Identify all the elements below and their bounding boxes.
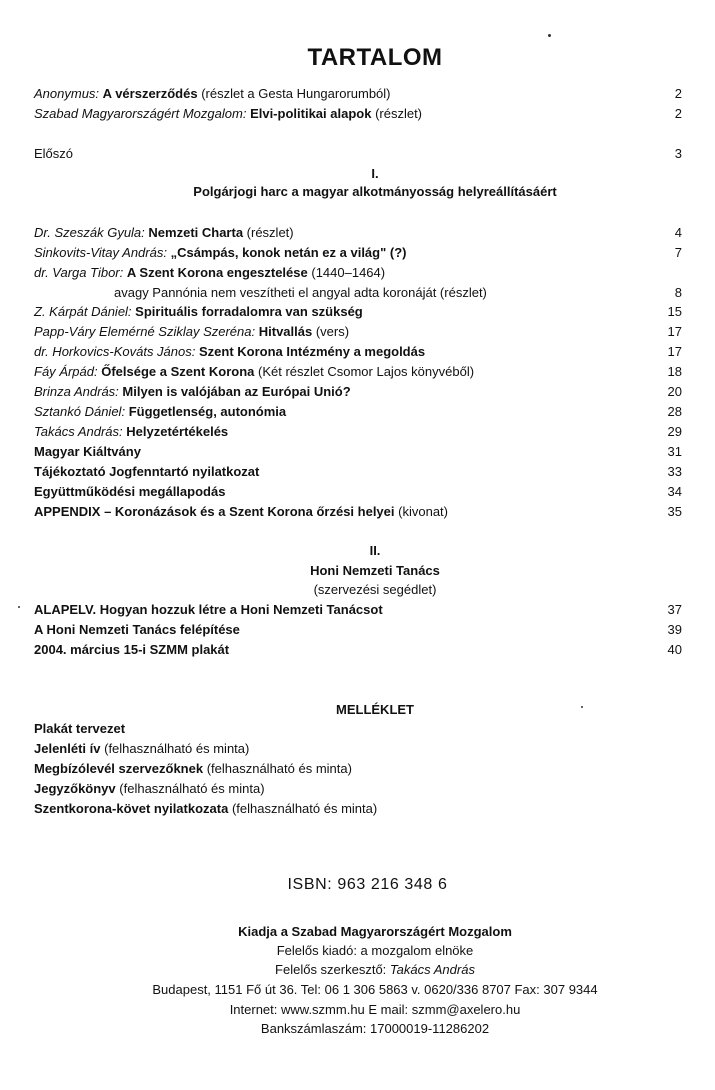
toc-entry (34, 223, 682, 243)
page-title: TARTALOM (307, 44, 443, 71)
editor-label: Felelős szerkesztő: (275, 962, 387, 977)
entry-title: A vérszerződés (102, 86, 198, 101)
appendix-entry (34, 779, 682, 799)
entry-title: APPENDIX – Koronázások és a Szent Korona őrzési helyei (34, 504, 395, 519)
scan-speck (581, 706, 583, 708)
entry-title: Nemzeti Charta (148, 225, 244, 240)
entry-author: Papp-Váry Elemérné Sziklay Szeréna: (34, 324, 256, 339)
entry-title: Szentkorona-követ nyilatkozata (34, 801, 229, 816)
entry-note: (felhasználható és minta) (231, 801, 378, 816)
toc-entry (34, 382, 682, 402)
entry-note: (Két részlet Csomor Lajos könyvéből) (258, 364, 475, 379)
publisher-editor (0, 960, 715, 979)
entry-author: dr. Horkovics-Kováts János: (34, 344, 196, 359)
editor-name: Takács András (389, 962, 475, 977)
appendix-heading: MELLÉKLET (336, 702, 414, 717)
entry-author: Fáy Árpád: (34, 364, 98, 379)
entry-title: Milyen is valójában az Európai Unió? (122, 384, 351, 399)
entry-title: Hitvallás (258, 324, 313, 339)
entry-author: Szabad Magyarországért Mozgalom: (34, 106, 247, 121)
entry-title: A Honi Nemzeti Tanács felépítése (34, 622, 240, 637)
toc-entry (34, 462, 682, 482)
toc-entry (34, 104, 682, 124)
preface-label: Előszó (34, 146, 74, 161)
entry-title: Szent Korona Intézmény a megoldás (198, 344, 426, 359)
publisher-address: Budapest, 1151 Fő út 36. Tel: 06 1 306 5863 v. 0620/336 8707 Fax: 307 9344 (152, 982, 598, 997)
toc-entry (34, 482, 682, 502)
toc-entry (34, 84, 682, 104)
entry-author: Sztankó Dániel: (34, 404, 126, 419)
toc-entry (34, 600, 682, 620)
part2-heading: Honi Nemzeti Tanács (310, 563, 440, 578)
entry-title: Tájékoztató Jogfenntartó nyilatkozat (34, 464, 260, 479)
part1-numeral: I. (371, 166, 379, 181)
entry-author: Anonymus: (34, 86, 100, 101)
scan-speck (548, 34, 551, 37)
appendix-entry (34, 759, 682, 779)
entry-author: Sinkovits-Vitay András: (34, 245, 167, 260)
entry-note: (felhasználható és minta) (104, 741, 250, 756)
entry-page: 34 (667, 484, 682, 499)
isbn: ISBN: 963 216 348 6 (287, 876, 448, 893)
entry-title: 2004. március 15-i SZMM plakát (34, 642, 230, 657)
entry-title: Megbízólevél szervezőknek (34, 761, 204, 776)
toc-entry (34, 640, 682, 660)
entry-note: (felhasználható és minta) (206, 761, 352, 776)
entry-title: Jelenléti ív (34, 741, 101, 756)
entry-page: 28 (667, 404, 682, 419)
toc-entry (34, 402, 682, 422)
entry-author: Dr. Szeszák Gyula: (34, 225, 145, 240)
entry-page: 33 (667, 464, 682, 479)
appendix-entry (34, 719, 682, 739)
entry-title: Plakát tervezet (34, 721, 126, 736)
entry-note: (kivonat) (398, 504, 448, 519)
entry-author: Z. Kárpát Dániel: (34, 304, 132, 319)
entry-note: (részlet) (375, 106, 423, 121)
entry-title: Őfelsége a Szent Korona (101, 364, 255, 379)
entry-page: 2 (674, 86, 682, 101)
publisher-responsible: Felelős kiadó: a mozgalom elnöke (276, 943, 474, 958)
entry-title: Spirituális forradalomra van szükség (135, 304, 363, 319)
entry-page: 37 (667, 602, 682, 617)
appendix-entry (34, 739, 682, 759)
toc-entry-continuation (34, 283, 682, 303)
entry-page: 29 (667, 424, 682, 439)
publisher-line: Kiadja a Szabad Magyarországért Mozgalom (238, 924, 512, 939)
entry-author: dr. Varga Tibor: (34, 265, 124, 280)
scan-speck (18, 606, 20, 608)
entry-title: Függetlenség, autonómia (128, 404, 287, 419)
entry-page: 35 (667, 504, 682, 519)
toc-entry (34, 322, 682, 342)
entry-note: avagy Pannónia nem veszítheti el angyal adta koronáját (részlet) (114, 285, 487, 300)
entry-page: 3 (674, 146, 682, 161)
part2-subheading: (szervezési segédlet) (313, 582, 437, 597)
publisher-internet: Internet: www.szmm.hu E mail: szmm@axelero.hu (229, 1002, 521, 1017)
appendix-entry (34, 799, 682, 819)
toc-entry (34, 620, 682, 640)
entry-note: (felhasználható és minta) (119, 781, 265, 796)
entry-note: (vers) (315, 324, 350, 339)
entry-title: A Szent Korona engesztelése (126, 265, 308, 280)
toc-entry (34, 502, 682, 522)
toc-entry-preface (34, 144, 682, 164)
entry-title: ALAPELV. Hogyan hozzuk létre a Honi Nemzeti Tanácsot (34, 602, 383, 617)
entry-page: 2 (674, 106, 682, 121)
entry-page: 39 (667, 622, 682, 637)
entry-title: Együttműködési megállapodás (34, 484, 226, 499)
toc-entry (34, 243, 682, 263)
entry-page: 17 (667, 344, 682, 359)
entry-page: 20 (667, 384, 682, 399)
part2-numeral: II. (369, 543, 381, 558)
publisher-bank-account: Bankszámlaszám: 17000019-11286202 (260, 1021, 490, 1036)
toc-entry (34, 442, 682, 462)
part1-heading: Polgárjogi harc a magyar alkotmányosság helyreállításáért (193, 184, 557, 199)
entry-author: Brinza András: (34, 384, 119, 399)
entry-title: Jegyzőkönyv (34, 781, 116, 796)
entry-title: Helyzetértékelés (126, 424, 229, 439)
entry-author: Takács András: (34, 424, 123, 439)
entry-page: 40 (667, 642, 682, 657)
entry-note: (részlet a Gesta Hungarorumból) (201, 86, 391, 101)
entry-page: 15 (667, 304, 682, 319)
entry-title: Magyar Kiáltvány (34, 444, 141, 459)
entry-page: 18 (667, 364, 682, 379)
entry-page: 4 (674, 225, 682, 240)
toc-entry (34, 362, 682, 382)
entry-page: 17 (667, 324, 682, 339)
entry-note: (részlet) (246, 225, 294, 240)
toc-entry (34, 263, 682, 283)
toc-entry (34, 422, 682, 442)
toc-entry (34, 342, 682, 362)
entry-note: (1440–1464) (311, 265, 386, 280)
entry-page: 8 (674, 285, 682, 300)
entry-page: 31 (667, 444, 682, 459)
toc-entry (34, 302, 682, 322)
entry-title: „Csámpás, konok netán ez a világ" (?) (170, 245, 407, 260)
entry-page: 7 (674, 245, 682, 260)
entry-title: Elvi-politikai alapok (250, 106, 372, 121)
